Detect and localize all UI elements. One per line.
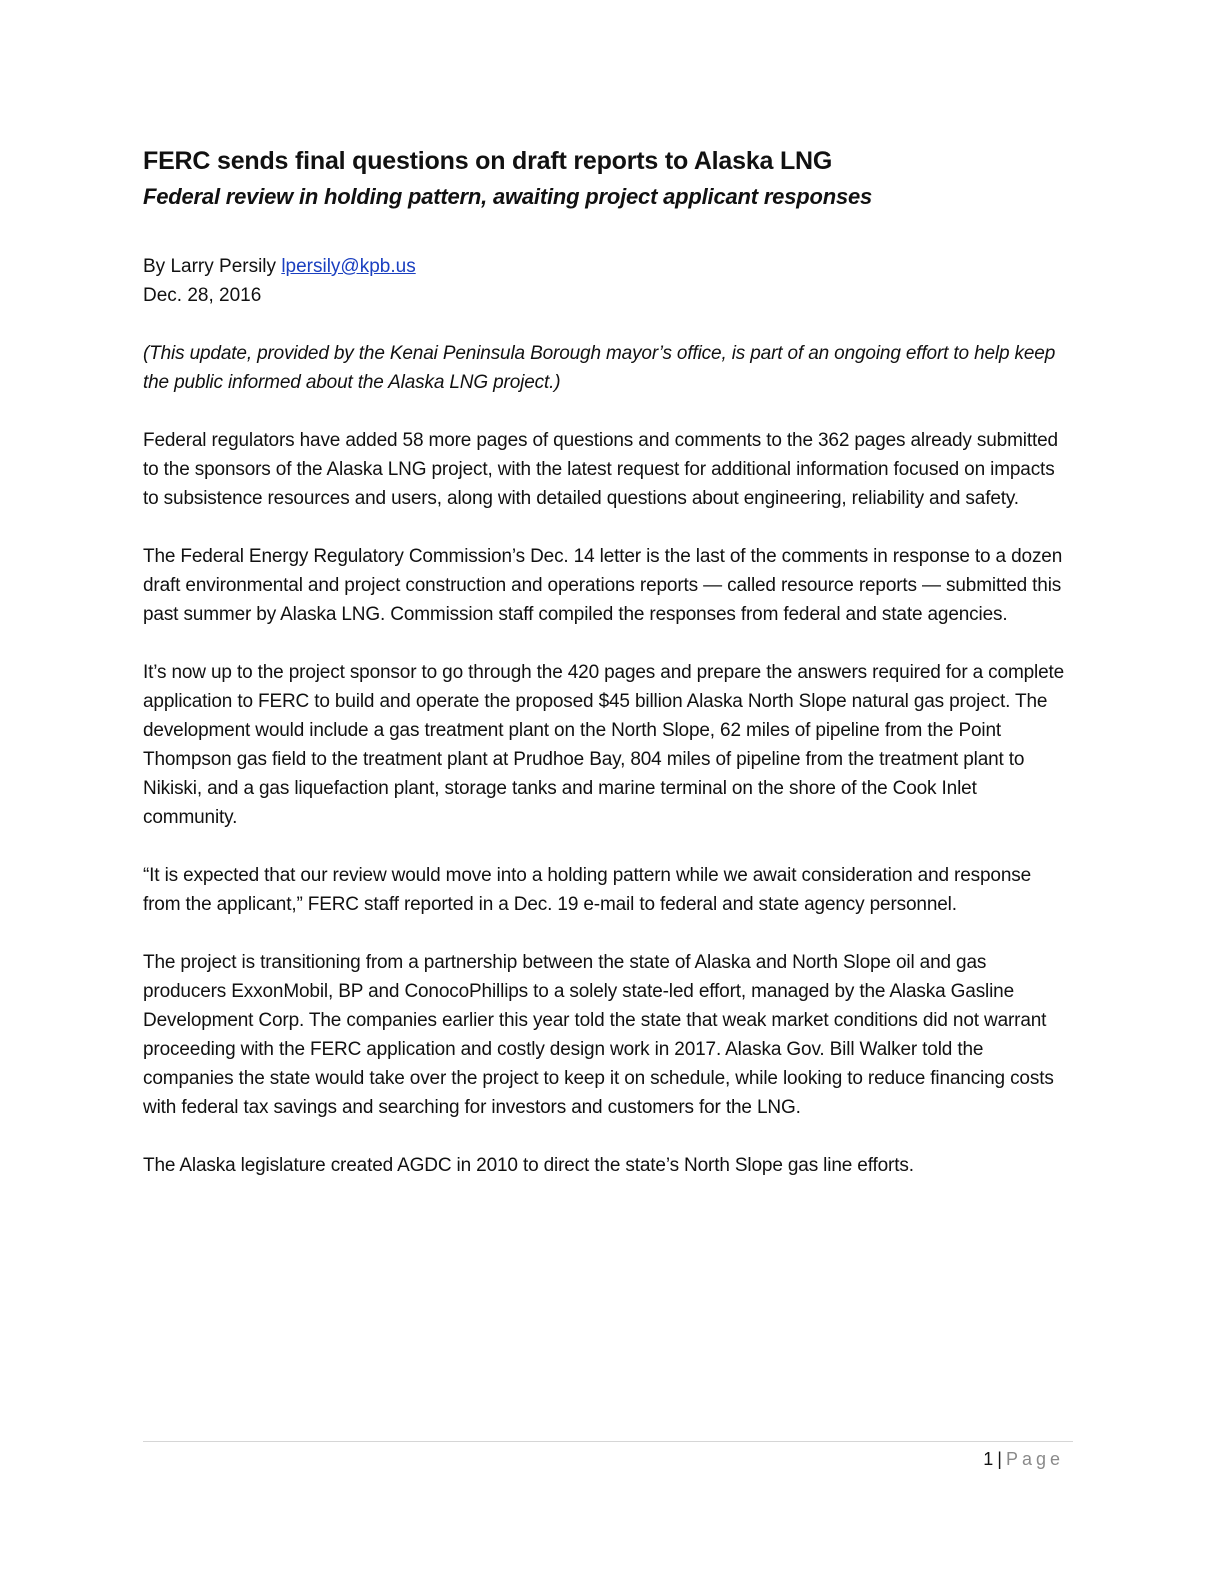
paragraph-1: Federal regulators have added 58 more pages of questions and comments to the 362 pages already submitted to the sponsors of the Alaska LNG project, with the latest request for additional information focused on impacts to subsistence resources and users, along with detailed questions about engineering, reliability and safety. (143, 430, 1058, 509)
page-label: Page (1005, 1449, 1064, 1469)
page-footer (983, 1447, 1064, 1471)
paragraph-4: “It is expected that our review would move into a holding pattern while we await consideration and response from the applicant,” FERC staff reported in a Dec. 19 e-mail to federal and state agency personnel. (143, 865, 1032, 915)
byline (143, 252, 1073, 310)
page-subtitle: Federal review in holding pattern, awaiting project applicant responses (143, 184, 873, 209)
footer-separator: | (997, 1449, 1002, 1469)
page-title: FERC sends final questions on draft reports to Alaska LNG (143, 147, 833, 175)
author-name: By Larry Persily (143, 256, 277, 277)
publish-date: Dec. 28, 2016 (143, 285, 262, 306)
page-number: 1 (983, 1449, 994, 1469)
author-email-link[interactable]: lpersily@kpb.us (281, 256, 416, 277)
editorial-note: (This update, provided by the Kenai Peninsula Borough mayor’s office, is part of an ongoing effort to help keep the public informed about the Alaska LNG project.) (143, 343, 1056, 393)
paragraph-2: The Federal Energy Regulatory Commission’s Dec. 14 letter is the last of the comments in response to a dozen draft environmental and project construction and operations reports — called resource reports — submitted this past summer by Alaska LNG. Commission staff compiled the responses from federal and state agencies. (143, 546, 1063, 625)
author-line (143, 252, 1073, 281)
paragraph-6: The Alaska legislature created AGDC in 2010 to direct the state’s North Slope gas line efforts. (143, 1155, 914, 1176)
footer-divider (143, 1441, 1073, 1442)
paragraph-3: It’s now up to the project sponsor to go through the 420 pages and prepare the answers required for a complete application to FERC to build and operate the proposed $45 billion Alaska North Slope natural gas project. The development would include a gas treatment plant on the North Slope, 62 miles of pipeline from the Point Thompson gas field to the treatment plant at Prudhoe Bay, 804 miles of pipeline from the treatment plant to Nikiski, and a gas liquefaction plant, storage tanks and marine terminal on the shore of the Cook Inlet community. (143, 662, 1065, 828)
document-body (143, 145, 1073, 1180)
paragraph-5: The project is transitioning from a partnership between the state of Alaska and North Slope oil and gas producers ExxonMobil, BP and ConocoPhillips to a solely state-led effort, managed by the Alaska Gasline Development Corp. The companies earlier this year told the state that weak market conditions did not warrant proceeding with the FERC application and costly design work in 2017. Alaska Gov. Bill Walker told the companies the state would take over the project to keep it on schedule, while looking to reduce financing costs with federal tax savings and searching for investors and customers for the LNG. (143, 952, 1054, 1118)
